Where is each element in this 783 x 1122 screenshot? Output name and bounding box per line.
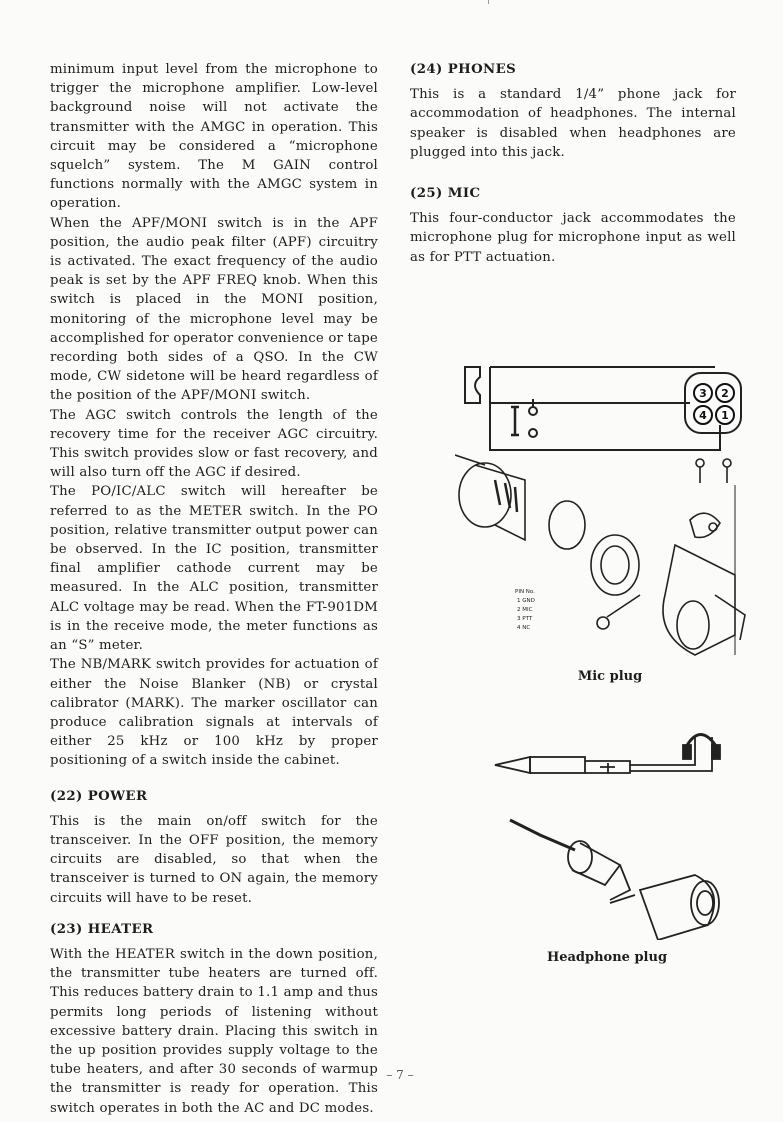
shell-icon: [663, 545, 745, 655]
pin-label-1: 1: [721, 409, 729, 422]
phone-plug-schematic-icon: [495, 737, 712, 773]
pin-table-row: 3 PTT: [517, 616, 533, 622]
paragraph-apf-moni: When the APF/MONI switch is in the APF position, the audio peak filter (APF) circuitry is activated. The exact frequency of the audio peak is set by the APF FREQ knob. When this switch is placed in the MONI position, monitoring of the microphone level may be accomplished for operator convenience or tape recording both sides of a QSO. In the CW mode, CW sidetone will be heard regardless of the position of the APF/MONI switch.: [50, 215, 378, 404]
pin-table-header: PIN No.: [515, 589, 535, 595]
paragraph-mic: This four-conductor jack accommodates the microphone plug for microphone input as well as for PTT actuation.: [410, 211, 736, 265]
paragraph-phones: This is a standard 1/4” phone jack for accommodation of headphones. The internal speaker is disabled when headphones are plugged into this jack.: [410, 87, 736, 160]
mic-plug-illustration: [455, 355, 755, 665]
left-column: [50, 60, 378, 1118]
pin-table-row: 4 NC: [517, 625, 531, 631]
pin-label-4: 4: [699, 409, 707, 422]
pin-table-row: 2 MIC: [517, 607, 533, 613]
paragraph-agc: The AGC switch controls the length of the recovery time for the receiver AGC circuitry. This switch provides slow or fast recovery, and will also turn off the AGC if desired.: [50, 407, 378, 481]
plug-sleeve-icon: [640, 875, 719, 940]
headphone-plug-illustration: [480, 725, 740, 940]
heading-heater: (23) HEATER: [50, 921, 154, 937]
headphone-plug-caption: Headphone plug: [546, 950, 668, 965]
jack-symbol: [465, 367, 480, 403]
heading-power: (22) POWER: [50, 788, 148, 804]
clamp-icon: [690, 513, 720, 537]
pin-label-3: 3: [699, 387, 707, 400]
paragraph-amgc: minimum input level from the microphone to trigger the microphone amplifier. Low-level background noise will not activate the transmitter with the AMGC in operation. This circuit may be considered a “microphone squelch” system. The M GAIN control functions normally with the AMGC system in operation.: [50, 62, 378, 212]
paragraph-meter: The PO/IC/ALC switch will hereafter be referred to as the METER switch. In the PO position, relative transmitter output power can be observed. In the IC position, transmitter final amplifier cathode current may be measured. In the ALC position, transmitter ALC voltage may be read. When the FT-901DM is in the receive mode, the meter functions as an “S” meter.: [50, 484, 378, 654]
retaining-ring-icon: [549, 501, 585, 549]
mic-plug-caption: Mic plug: [577, 669, 643, 684]
page-edge-mark: [488, 0, 489, 4]
phone-plug-exploded-icon: [510, 820, 635, 903]
pin-table-row: 1 GND: [517, 598, 535, 604]
right-column: [410, 60, 736, 267]
heading-phones: (24) PHONES: [410, 62, 517, 77]
paragraph-power: This is the main on/off switch for the transceiver. In the OFF position, the memory circuits are disabled, so that when the transceiver is turned to ON again, the memory circuits will have to be reset.: [50, 813, 378, 906]
paragraph-nb-mark: The NB/MARK switch provides for actuation of either the Noise Blanker (NB) or crystal calibrator (MARK). The marker oscillator can produce calibration signals at intervals of either 25 kHz or 100 kHz by proper positioning of a switch inside the cabinet.: [50, 657, 378, 769]
coupling-nut-icon: [591, 535, 639, 595]
set-screw-icon: [597, 595, 640, 629]
pin-label-2: 2: [721, 387, 729, 400]
heading-mic: (25) MIC: [410, 186, 481, 202]
plug-body-icon: [455, 455, 525, 540]
screw-pair-icon: [696, 459, 731, 483]
page-number: – 7 –: [386, 1068, 414, 1082]
paragraph-heater: With the HEATER switch in the down position, the transmitter tube heaters are turned off. This reduces battery drain to 1.1 amp and thus permits long periods of listening without excessive battery drain. Placing this switch in the up position provides supply voltage to the tube heaters, and after 30 seconds of warmup the transmitter is ready for operation. This switch operates in both the AC and DC modes.: [50, 946, 378, 1116]
